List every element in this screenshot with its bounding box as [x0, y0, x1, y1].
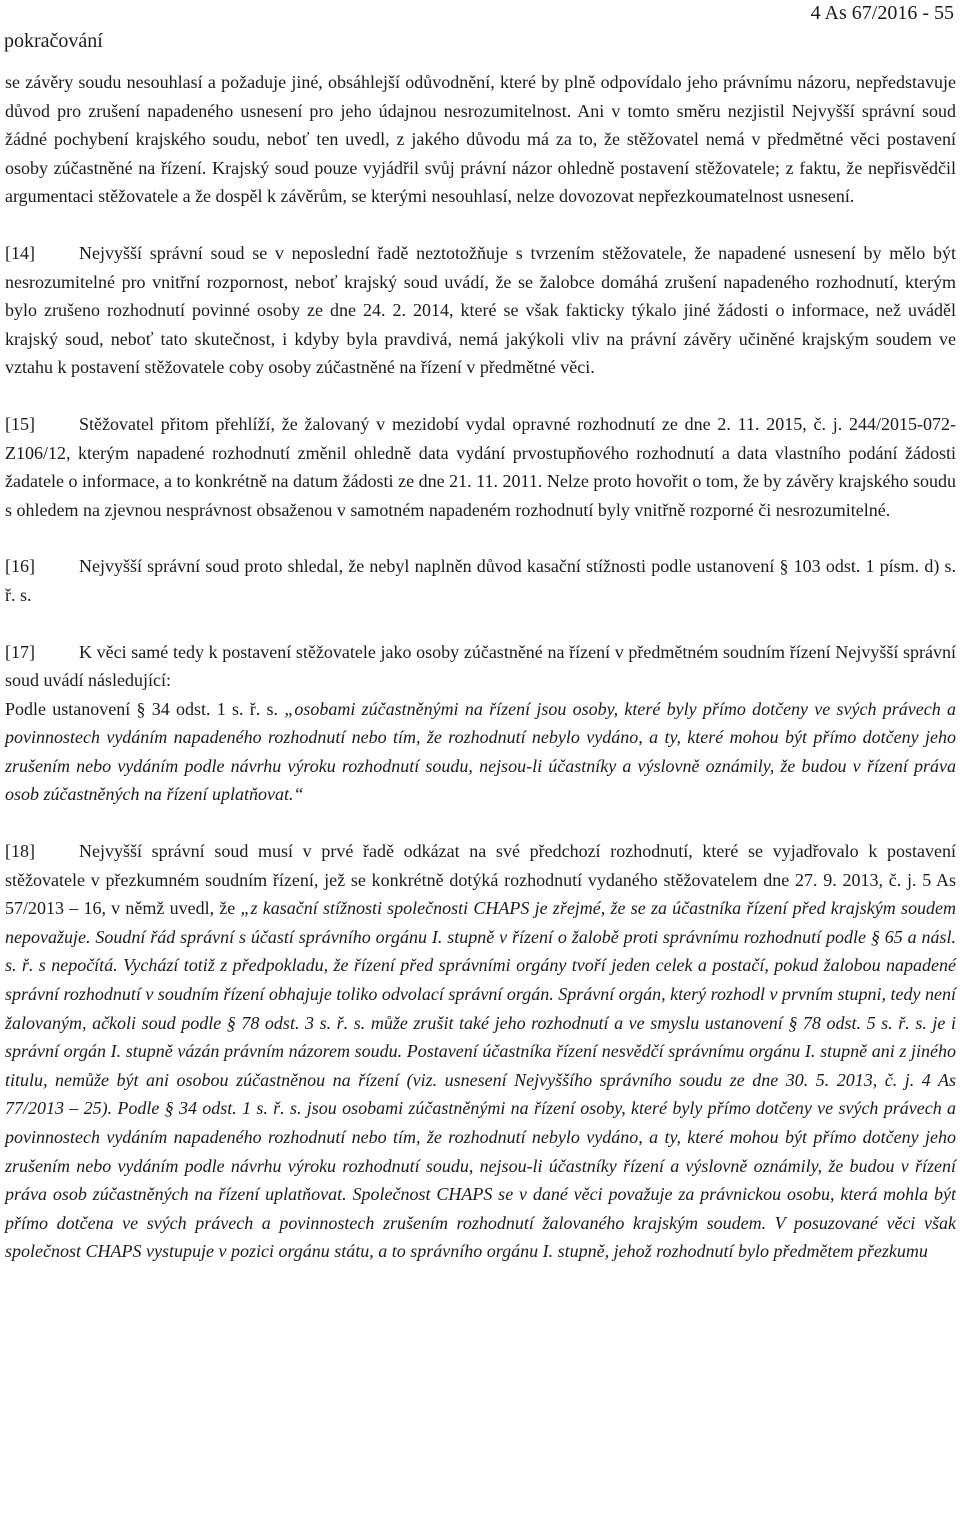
continuation-header: pokračování — [4, 30, 103, 52]
paragraph-14 — [5, 239, 956, 382]
paragraph-17 — [5, 638, 956, 810]
paragraph-15 — [5, 410, 956, 524]
case-number: 4 As 67/2016 - 55 — [810, 2, 954, 24]
paragraph-number: [15] — [5, 413, 35, 434]
paragraph-text: K věci samé tedy k postavení stěžovatele jako osoby zúčastněné na řízení v předmětném soudním řízení Nejvyšší správní soud uvádí následující: — [5, 641, 956, 691]
paragraph-number: [17] — [5, 641, 35, 662]
paragraph-number: [16] — [5, 556, 35, 577]
paragraph-text: Nejvyšší správní soud musí v prvé řadě odkázat na své předchozí rozhodnutí, které se vyjadřovalo k postavení stěžovatele v přezkumném soudním řízení, jež se konkrétně dotýká rozhodnutí vydaného stěžovatelem dne 27. 9. 2013, č. j. 5 As 57/2013 – 16, v němž uvedl, že — [5, 841, 956, 919]
paragraph-continued — [5, 68, 956, 211]
paragraph-text: Nejvyšší správní soud proto shledal, že nebyl naplněn důvod kasační stížnosti podle ustanovení § 103 odst. 1 písm. d) s. ř. s. — [5, 556, 956, 605]
paragraph-number: [14] — [5, 242, 35, 263]
paragraph-16 — [5, 552, 956, 609]
statute-citation: Podle ustanovení § 34 odst. 1 s. ř. s. — [5, 698, 285, 719]
document-body — [5, 68, 956, 1294]
paragraph-number: [18] — [5, 841, 35, 862]
paragraph-text: Nejvyšší správní soud se v neposlední řadě neztotožňuje s tvrzením stěžovatele, že napadené usnesení by mělo být nesrozumitelné pro vnitřní rozpornost, neboť krajský soud uvádí, že se žalobce domáhá zrušení napadeného rozhodnutí, kterým bylo zrušeno rozhodnutí povinné osoby ze dne 24. 2. 2014, které se však fakticky týkalo jiné žádosti o informace, než uváděl krajský soud, neboť tato skutečnost, i kdyby byla pravdivá, nemá jakýkoli vliv na právní závěry učiněné krajským soudem ve vztahu k postavení stěžovatele coby osoby zúčastněné na řízení v předmětné věci. — [5, 242, 956, 378]
case-law-quote: „z kasační stížnosti společnosti CHAPS je zřejmé, že se za účastníka řízení před krajským soudem nepovažuje. Soudní řád správní s účastí správního orgánu I. stupně v řízení o žalobě proti správnímu rozhodnutí podle § 65 a násl. s. ř. s nepočítá. Vychází totiž z předpokladu, že řízení před správními orgány tvoří jeden celek a postačí, pokud žalobou napadené správní rozhodnutí v soudním řízení obhajuje toliko odvolací správní orgán. Správní orgán, který rozhodl v prvním stupni, tedy není žalovaným, ačkoli soud podle § 78 odst. 3 s. ř. s. může zrušit také jeho rozhodnutí a ve smyslu ustanovení § 78 odst. 5 s. ř. s. je i správní orgán I. stupně vázán právním názorem soudu. Postavení účastníka řízení nesvědčí správnímu orgánu I. stupně ani z jiného titulu, nemůže být ani osobou zúčastněnou na řízení (viz. usnesení Nejvyššího správního soudu ze dne 30. 5. 2013, č. j. 4 As 77/2013 – 25). Podle § 34 odst. 1 s. ř. s. jsou osobami zúčastněnými na řízení osoby, které byly přímo dotčeny ve svých právech a povinnostech vydáním napadeného rozhodnutí nebo tím, že rozhodnutí nebylo vydáno, a ty, které mohou být přímo dotčeny jeho zrušením nebo vydáním podle návrhu výroku rozhodnutí soudu, nejsou-li účastníky řízení a výslovně oznámily, že budou v řízení práva osob zúčastněných na řízení uplatňovat. Společnost CHAPS se v dané věci považuje za právnickou osobu, která mohla být přímo dotčena ve svých právech a povinnostech zrušením rozhodnutí žalovaného krajským soudem. V posuzované věci však společnost CHAPS vystupuje v pozici orgánu státu, a to správního orgánu I. stupně, jehož rozhodnutí bylo předmětem přezkumu — [5, 898, 957, 1262]
statute-quote: „osobami zúčastněnými na řízení jsou osoby, které byly přímo dotčeny ve svých právech a povinnostech vydáním napadeného rozhodnutí nebo tím, že rozhodnutí nebylo vydáno, a ty, které mohou být přímo dotčeny jeho zrušením nebo vydáním podle návrhu výroku rozhodnutí soudu, nejsou-li účastníky a výslovně oznámily, že budou v řízení práva osob zúčastněných na řízení uplatňovat.“ — [5, 698, 956, 805]
paragraph-text: Stěžovatel přitom přehlíží, že žalovaný v mezidobí vydal opravné rozhodnutí ze dne 2. 11. 2015, č. j. 244/2015-072-Z106/12, kterým napadené rozhodnutí změnil ohledně data vydání prvostupňového rozhodnutí a data vlastního podání žádosti žadatele o informace, a to konkrétně na datum žádosti ze dne 21. 11. 2011. Nelze proto hovořit o tom, že by závěry krajského soudu s ohledem na zjevnou nesprávnost obsaženou v samotném napadeném rozhodnutí byly vnitřně rozporné či nesrozumitelné. — [5, 413, 956, 520]
paragraph-18 — [5, 837, 956, 1266]
paragraph-text: se závěry soudu nesouhlasí a požaduje jiné, obsáhlejší odůvodnění, které by plně odpovídalo jeho právnímu názoru, nepředstavuje důvod pro zrušení napadeného usnesení pro jeho údajnou nesrozumitelnost. Ani v tomto směru nezjistil Nejvyšší správní soud žádné pochybení krajského soudu, neboť ten uvedl, z jakého důvodu má za to, že stěžovatel nemá v předmětné věci postavení osoby zúčastněné na řízení. Krajský soud pouze vyjádřil svůj právní názor ohledně postavení stěžovatele; z faktu, že nepřisvědčil argumentaci stěžovatele a že dospěl k závěrům, se kterými nesouhlasí, nelze dovozovat nepřezkoumatelnost usnesení. — [5, 72, 956, 207]
